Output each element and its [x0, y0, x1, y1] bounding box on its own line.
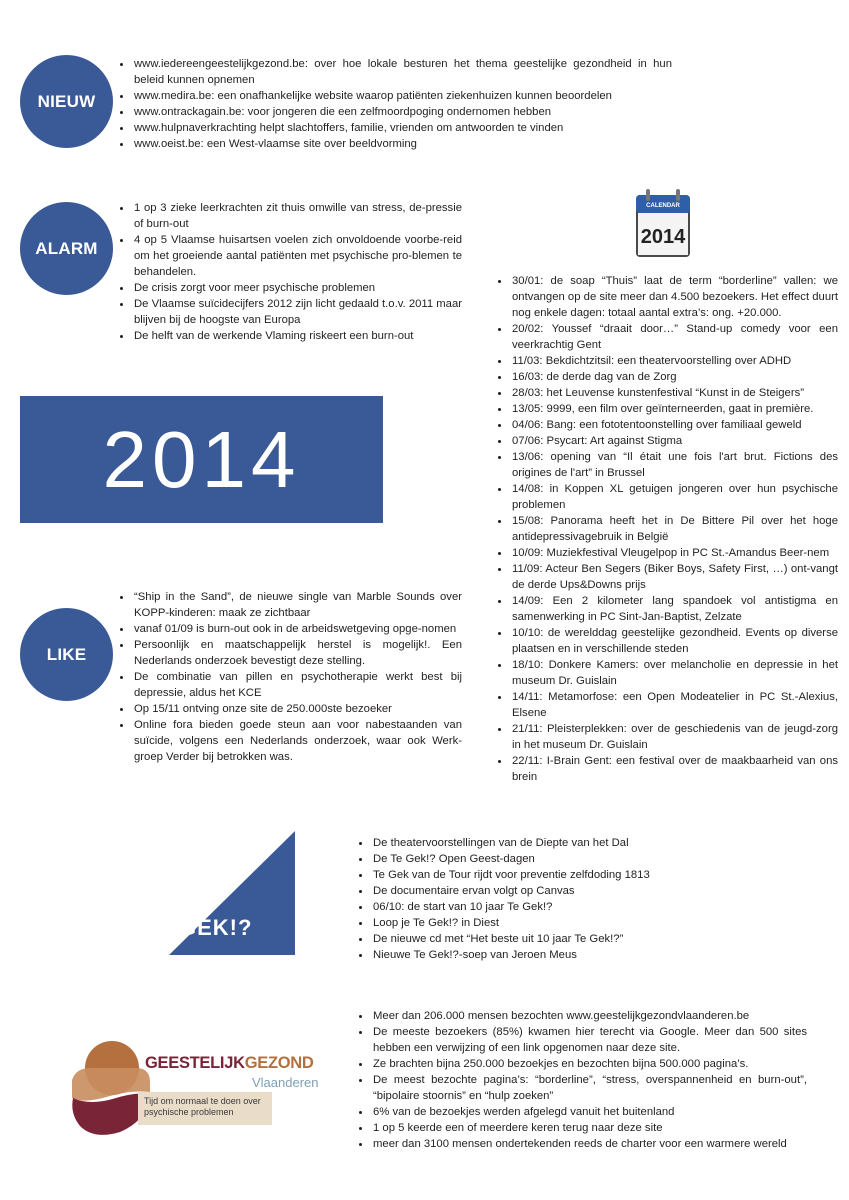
list-item: • 11/03: Bekdichtzitsil: een theatervoorstelling over ADHD	[510, 353, 838, 369]
list-item: • 21/11: Pleisterplekken: over de geschiedenis van de jeugd-zorg in het museum Dr. Guislain	[510, 721, 838, 753]
tegek-list	[357, 835, 811, 963]
list-item: • 10/10: de werelddag geestelijke gezondheid. Events op diverse plaatsen en in verschillende steden	[510, 625, 838, 657]
list-item: • 20/02: Youssef “draait door…” Stand-up comedy voor een veerkrachtig Gent	[510, 321, 838, 353]
list-item: • Meer dan 206.000 mensen bezochten www.geestelijkgezondvlaanderen.be	[371, 1008, 807, 1024]
list-item: • 04/06: Bang: een fototentoonstelling over familiaal geweld	[510, 417, 838, 433]
list-item: • www.oeist.be: een West-vlaamse site over beeldvorming	[132, 136, 672, 152]
logo-title-b: GEZOND	[244, 1054, 314, 1072]
list-item: • De combinatie van pillen en psychotherapie werkt best bij depressie, aldus het KCE	[132, 669, 462, 701]
list-item: • 14/11: Metamorfose: een Open Modeatelier in PC St.-Alexius, Elsene	[510, 689, 838, 721]
list-item: • 07/06: Psycart: Art against Stigma	[510, 433, 838, 449]
list-item: • 1 op 3 zieke leerkrachten zit thuis omwille van stress, de-pressie of burn-out	[132, 200, 462, 232]
list-item: • De nieuwe cd met “Het beste uit 10 jaar Te Gek!?”	[371, 931, 811, 947]
logo-tagline: Tijd om normaal te doen over psychische problemen	[138, 1092, 272, 1125]
tegek-logo-line2: GEK!?	[179, 915, 253, 940]
list-item: • Te Gek van de Tour rijdt voor preventie zelfdoding 1813	[371, 867, 811, 883]
list-item: • 13/06: opening van “Il était une fois l'art brut. Fictions des origines de l'art” in Brussel	[510, 449, 838, 481]
list-item: • 06/10: de start van 10 jaar Te Gek!?	[371, 899, 811, 915]
tegek-logo-line1: TE	[181, 880, 208, 901]
list-item: • Ze brachten bijna 250.000 bezoekjes en bezochten bijna 500.000 pagina’s.	[371, 1056, 807, 1072]
list-item: • 10/09: Muziekfestival Vleugelpop in PC St.-Amandus Beer-nem	[510, 545, 838, 561]
list-item: • De theatervoorstellingen van de Diepte van het Dal	[371, 835, 811, 851]
list-item: • 22/11: I-Brain Gent: een festival over de maakbaarheid van ons brein	[510, 753, 838, 785]
list-item: • www.ontrackagain.be: voor jongeren die een zelfmoordpoging ondernomen hebben	[132, 104, 672, 120]
list-item: • De meeste bezoekers (85%) kwamen hier terecht via Google. Meer dan 500 sites hebben een verwijzing of een link opgenomen naar deze site.	[371, 1024, 807, 1056]
list-item: • Op 15/11 ontving onze site de 250.000ste bezoeker	[132, 701, 462, 717]
logo-subtitle: Vlaanderen	[252, 1075, 319, 1090]
list-item: • 14/09: Een 2 kilometer lang spandoek vol antistigma en samenwerking in PC Sint-Jan-Baptist, Zelzate	[510, 593, 838, 625]
list-item: • Nieuwe Te Gek!?-soep van Jeroen Meus	[371, 947, 811, 963]
list-item: • De helft van de werkende Vlaming riskeert een burn-out	[132, 328, 462, 344]
list-item: • Loop je Te Gek!? in Diest	[371, 915, 811, 931]
logo-title-a: GEESTELIJK	[145, 1054, 245, 1072]
list-item: • 1 op 5 keerde een of meerdere keren terug naar deze site	[371, 1120, 807, 1136]
badge-like: LIKE	[20, 608, 113, 701]
badge-nieuw: NIEUW	[20, 55, 113, 148]
list-item: • 11/09: Acteur Ben Segers (Biker Boys, Safety First, …) ont-vangt de derde Ups&Downs prijs	[510, 561, 838, 593]
list-item: • 14/08: in Koppen XL getuigen jongeren over hun psychische problemen	[510, 481, 838, 513]
alarm-list	[118, 200, 462, 344]
nieuw-list	[118, 56, 672, 152]
list-item: • 16/03: de derde dag van de Zorg	[510, 369, 838, 385]
badge-alarm: ALARM	[20, 202, 113, 295]
list-item: • www.hulpnaverkrachting helpt slachtoffers, familie, vrienden om antwoorden te vinden	[132, 120, 672, 136]
site-stats-list	[357, 1008, 807, 1152]
list-item: • 13/05: 9999, een film over geïnterneerden, gaat in première.	[510, 401, 838, 417]
list-item: • “Ship in the Sand”, de nieuwe single van Marble Sounds over KOPP-kinderen: maak ze zichtbaar	[132, 589, 462, 621]
list-item: • vanaf 01/09 is burn-out ook in de arbeidswetgeving opge-nomen	[132, 621, 462, 637]
list-item: • 4 op 5 Vlaamse huisartsen voelen zich onvoldoende voorbe-reid om het groeiende aantal patiënten met psychische pro-blemen te behandelen.	[132, 232, 462, 280]
calendar-icon	[634, 187, 692, 259]
list-item: • 28/03: het Leuvense kunstenfestival “Kunst in de Steigers”	[510, 385, 838, 401]
list-item: • www.medira.be: een onafhankelijke website waarop patiënten ziekenhuizen kunnen beoordelen	[132, 88, 672, 104]
list-item: • 30/01: de soap “Thuis” laat de term “borderline” vallen: we ontvangen op de site meer dan 4.500 bezoekers. Het effect duurt nog enkele dagen: totaal aantal extra’s: ong. +20.000.	[510, 273, 838, 321]
list-item: • meer dan 3100 mensen ondertekenden reeds de charter voor een warmere wereld	[371, 1136, 807, 1152]
list-item: • De documentaire ervan volgt op Canvas	[371, 883, 811, 899]
logo-title	[145, 1054, 314, 1073]
list-item: • Persoonlijk en maatschappelijk herstel is mogelijk!. Een Nederlands onderzoek bevestigt deze stelling.	[132, 637, 462, 669]
list-item: • De Te Gek!? Open Geest-dagen	[371, 851, 811, 867]
list-item: • 15/08: Panorama heeft het in De Bittere Pil over het hoge antidepressivagebruik in België	[510, 513, 838, 545]
year-banner: 2014	[20, 396, 383, 523]
list-item: • 6% van de bezoekjes werden afgelegd vanuit het buitenland	[371, 1104, 807, 1120]
list-item: • 18/10: Donkere Kamers: over melancholie en depressie in het museum Dr. Guislain	[510, 657, 838, 689]
calendar-label: CALENDAR	[646, 203, 680, 209]
like-list	[118, 589, 462, 765]
calendar-year: 2014	[640, 226, 686, 248]
list-item: • De Vlaamse suïcidecijfers 2012 zijn licht gedaald t.o.v. 2011 maar blijven bij de hoogste van Europa	[132, 296, 462, 328]
list-item: • Online fora bieden goede steun aan voor nabestaanden van suïcide, volgens een Nederlands onderzoek, waar ook Werk-groep Verder bij betrokken was.	[132, 717, 462, 765]
list-item: • www.iedereengeestelijkgezond.be: over hoe lokale besturen het thema geestelijke gezondheid in hun beleid kunnen opnemen	[132, 56, 672, 88]
list-item: • De meest bezochte pagina’s: “borderline”, “stress, overspannenheid en burn-out”, “bipolaire stoornis” en “hulp zoeken”	[371, 1072, 807, 1104]
timeline-list	[496, 273, 838, 785]
list-item: • De crisis zorgt voor meer psychische problemen	[132, 280, 462, 296]
